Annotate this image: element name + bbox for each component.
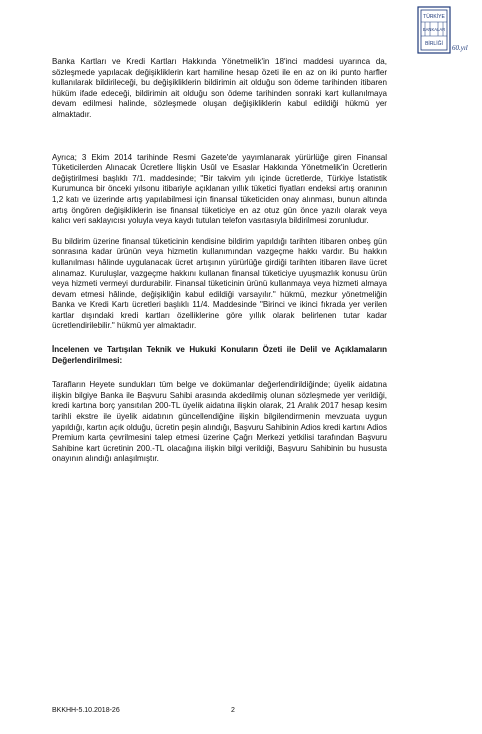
paragraph-fee-regulation: Ayrıca; 3 Ekim 2014 tarihinde Resmi Gazete'de yayımlanarak yürürlüğe giren Finansal Tüketicilerden Alınacak Ücretlere İlişkin Usûl ve Esaslar Hakkında Yönetmelik'in Ücretlerin değiştirilmesi başlıklı 7/1. maddesinde; "Bir takvim yılı içinde ücretlerde, Türkiye İstatistik Kurumunca bir önceki yılsonu itibariyle açıklanan yıllık tüketici fiyatları endeksi artış oranının 1,2 katı ve üzerinde artış yapılabilmesi için finansal tüketiciden onay alınması, bunun altında artış öngören değişikliklerin ise finansal tüketiciye en az otuz gün önce yazılı olarak veya kalıcı veri saklayıcısı yoluyla veya kaydı tutulan telefon vasıtasıyla bildirilmesi zorunludur.: [52, 152, 387, 226]
section-heading: İncelenen ve Tartışılan Teknik ve Hukuki Konuların Özeti ile Delil ve Açıklamaların Değerlendirilmesi:: [52, 345, 387, 365]
tbb-logo: [406, 6, 474, 56]
logo-line-3: BİRLİĞİ: [425, 41, 443, 47]
logo-anniversary: 60.yıl: [452, 44, 468, 52]
logo-line-1: TÜRKİYE: [423, 14, 445, 20]
footer-page-number: 2: [231, 707, 235, 714]
paragraph-card-regulation: Banka Kartları ve Kredi Kartları Hakkında Yönetmelik'in 18'inci maddesi uyarınca da, sözleşmede yapılacak değişikliklerin kart hamiline hesap özeti ile en az on iki punto harfler kullanılarak bildirileceği, bu değişikliklerin bildirimin ait olduğu son ödeme tarihinden itibaren hüküm ifade edeceği, bildirimin ait olduğu son ödeme tarihinden sonraki kart kullanılmaya devam edilmesi halinde, sözleşmede oluşan değişikliklerin kabul edildiği hükmü yer almaktadır.: [52, 57, 387, 119]
paragraph-evaluation: Tarafların Heyete sundukları tüm belge ve dokümanlar değerlendirildiğinde; üyelik aidatına ilişkin bilgiye Banka ile Başvuru Sahibi arasında akdedilmiş olunan sözleşmede yer verildiği, kredi kartına borç yansıtılan 200-TL üyelik aidatına ilişkin olarak, 21 Aralık 2017 hesap kesim tarihli ekstre ile üyelik aidatının güncellendiğine ilişkin bilgilendirmenin mevzuata uygun yapıldığı, kartın açık olduğu, ücretin peşin alındığı, Başvuru Sahibinin Adios kredi kartını Adios Premium karta çevrilmesini talep etmesi üzerine Çağrı Merkezi yetkilisi tarafından Başvuru Sahibine kart ücretinin 200.-TL olacağına ilişkin bilgi verildiği, Başvuru Sahibinin bu hususta onayının alındığı anlaşılmıştır.: [52, 380, 387, 464]
footer-document-code: BKKHH-5.10.2018-26: [52, 707, 120, 714]
logo-line-2: BANKALAR: [422, 27, 446, 32]
document-body: [52, 57, 387, 465]
paragraph-withdrawal-right: Bu bildirim üzerine finansal tüketicinin kendisine bildirim yapıldığı tarihten itibaren onbeş gün sonrasına kadar ürünün veya hizmetin kullanımından vazgeçme hakkı vardır. Bu hakkın kullanılması hâlinde uygulanacak ücret artışının yürürlüğe girdiği tarihten itibaren ilave ücret alınamaz. Kuruluşlar, vazgeçme hakkını kullanan finansal tüketiciye uyuşmazlık konusu ürün veya hizmeti vermeyi durdurabilir. Finansal tüketicinin ürünü kullanmaya veya hizmeti almaya devam etmesi hâlinde, değişikliğin kabul edildiği varsayılır." hükmü, mezkur yönetmeliğin Banka ve Kredi Kartı ücretleri başlıklı 11/4. Maddesinde "Birinci ve ikinci fıkrada yer verilen kartlar dışındaki kredi kartları özelliklerine göre yıllık olarak belirlenen tutar kadar ücretlendirilebilir." hükmü yer almaktadır.: [52, 236, 387, 331]
